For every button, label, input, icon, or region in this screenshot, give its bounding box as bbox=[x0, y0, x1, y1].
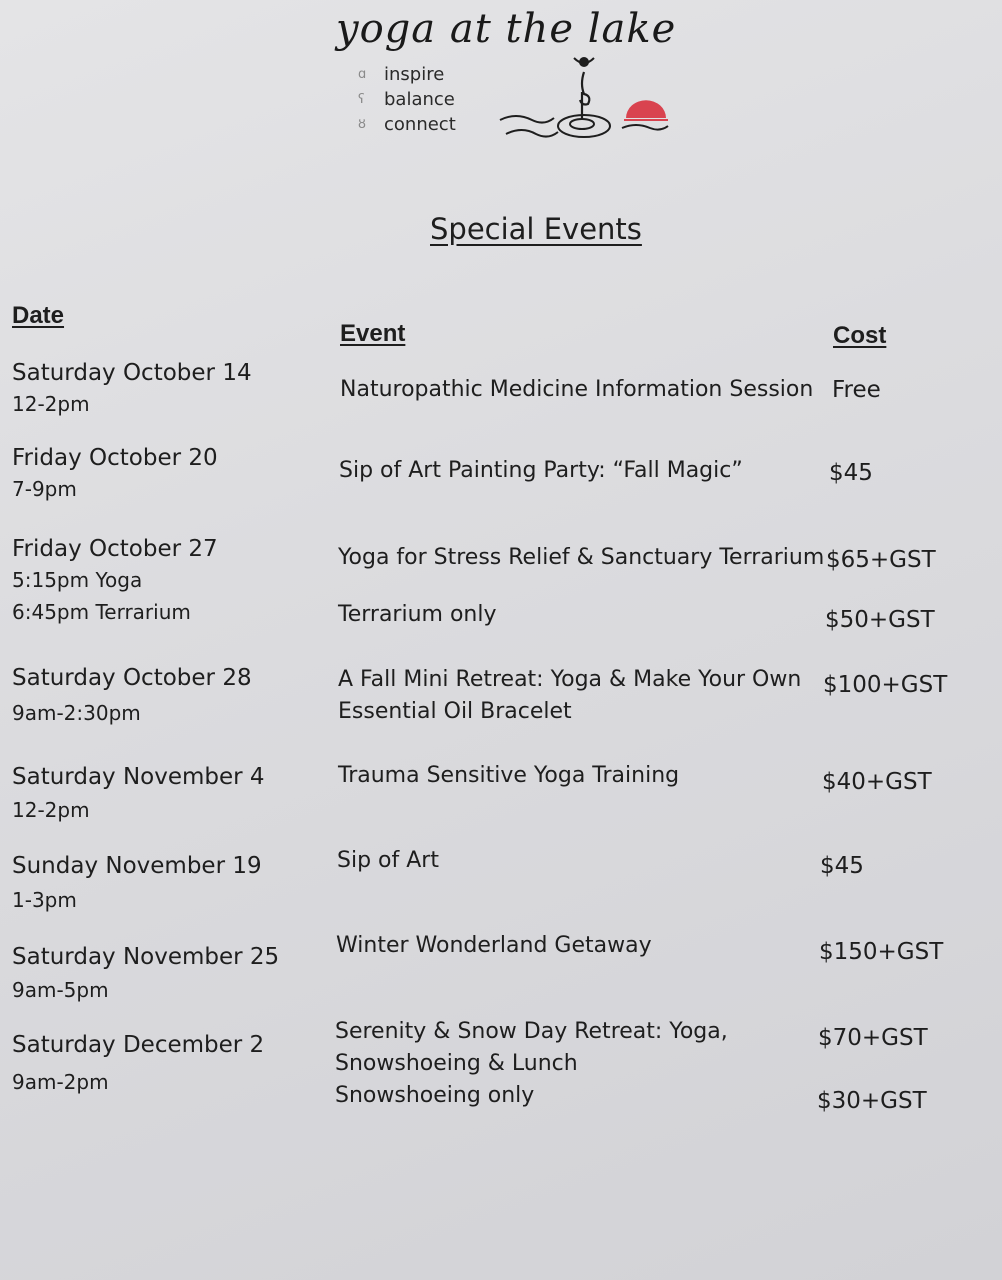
event-date: Saturday November 4 bbox=[12, 764, 265, 790]
brand-name: yoga at the lake bbox=[336, 6, 677, 52]
event-cost: $45 bbox=[829, 460, 873, 486]
event-cost: $40+GST bbox=[822, 769, 932, 795]
event-name-line2: Essential Oil Bracelet bbox=[338, 699, 572, 724]
event-date: Friday October 27 bbox=[12, 536, 218, 562]
column-header-event: Event bbox=[340, 320, 406, 347]
page-title: Special Events bbox=[430, 212, 642, 246]
event-cost: $100+GST bbox=[823, 672, 948, 698]
figure-icon: ɑ bbox=[358, 67, 367, 82]
event-name: Naturopathic Medicine Information Session bbox=[340, 377, 814, 402]
event-time: 1-3pm bbox=[12, 888, 77, 912]
event-name: Sip of Art bbox=[337, 848, 439, 873]
column-header-cost: Cost bbox=[833, 322, 887, 349]
event-time: 12-2pm bbox=[12, 392, 90, 416]
event-cost: $70+GST bbox=[818, 1025, 928, 1051]
event-cost: $65+GST bbox=[826, 547, 936, 573]
figure-icon: ʕ bbox=[358, 92, 365, 107]
event-date: Friday October 20 bbox=[12, 445, 218, 471]
event-cost-secondary: $30+GST bbox=[817, 1088, 927, 1114]
event-name: Winter Wonderland Getaway bbox=[336, 933, 652, 958]
event-name: A Fall Mini Retreat: Yoga & Make Your Own bbox=[338, 667, 802, 692]
tagline-connect bbox=[358, 112, 498, 137]
tagline-label: inspire bbox=[384, 64, 445, 85]
event-time: 12-2pm bbox=[12, 798, 90, 822]
event-time: 9am-2:30pm bbox=[12, 701, 141, 725]
event-cost: $150+GST bbox=[819, 939, 944, 965]
event-name-secondary: Terrarium only bbox=[338, 602, 497, 627]
event-date: Saturday October 14 bbox=[12, 360, 252, 386]
event-cost: Free bbox=[832, 377, 881, 403]
lake-logo-icon bbox=[496, 54, 676, 150]
event-time: 9am-5pm bbox=[12, 978, 109, 1002]
event-name-secondary: Snowshoeing only bbox=[335, 1083, 535, 1108]
tagline-inspire bbox=[358, 62, 498, 87]
tagline-list bbox=[358, 62, 498, 137]
event-name: Serenity & Snow Day Retreat: Yoga, bbox=[335, 1019, 728, 1044]
event-date: Saturday December 2 bbox=[12, 1032, 265, 1058]
event-time-secondary: 6:45pm Terrarium bbox=[12, 600, 191, 624]
tagline-label: connect bbox=[384, 114, 456, 135]
event-time: 9am-2pm bbox=[12, 1070, 109, 1094]
event-date: Saturday October 28 bbox=[12, 665, 252, 691]
event-name: Yoga for Stress Relief & Sanctuary Terrarium bbox=[338, 545, 825, 570]
event-name: Sip of Art Painting Party: “Fall Magic” bbox=[339, 458, 743, 483]
event-date: Sunday November 19 bbox=[12, 853, 262, 879]
event-time: 7-9pm bbox=[12, 477, 77, 501]
event-name: Trauma Sensitive Yoga Training bbox=[338, 763, 680, 788]
event-date: Saturday November 25 bbox=[12, 944, 280, 970]
column-header-date: Date bbox=[12, 302, 65, 329]
figure-icon: ȣ bbox=[358, 117, 366, 132]
event-cost-secondary: $50+GST bbox=[825, 607, 935, 633]
tagline-balance bbox=[358, 87, 498, 112]
event-name-line2: Snowshoeing & Lunch bbox=[335, 1051, 578, 1076]
event-time: 5:15pm Yoga bbox=[12, 568, 143, 592]
event-cost: $45 bbox=[820, 853, 864, 879]
tagline-label: balance bbox=[384, 89, 455, 110]
